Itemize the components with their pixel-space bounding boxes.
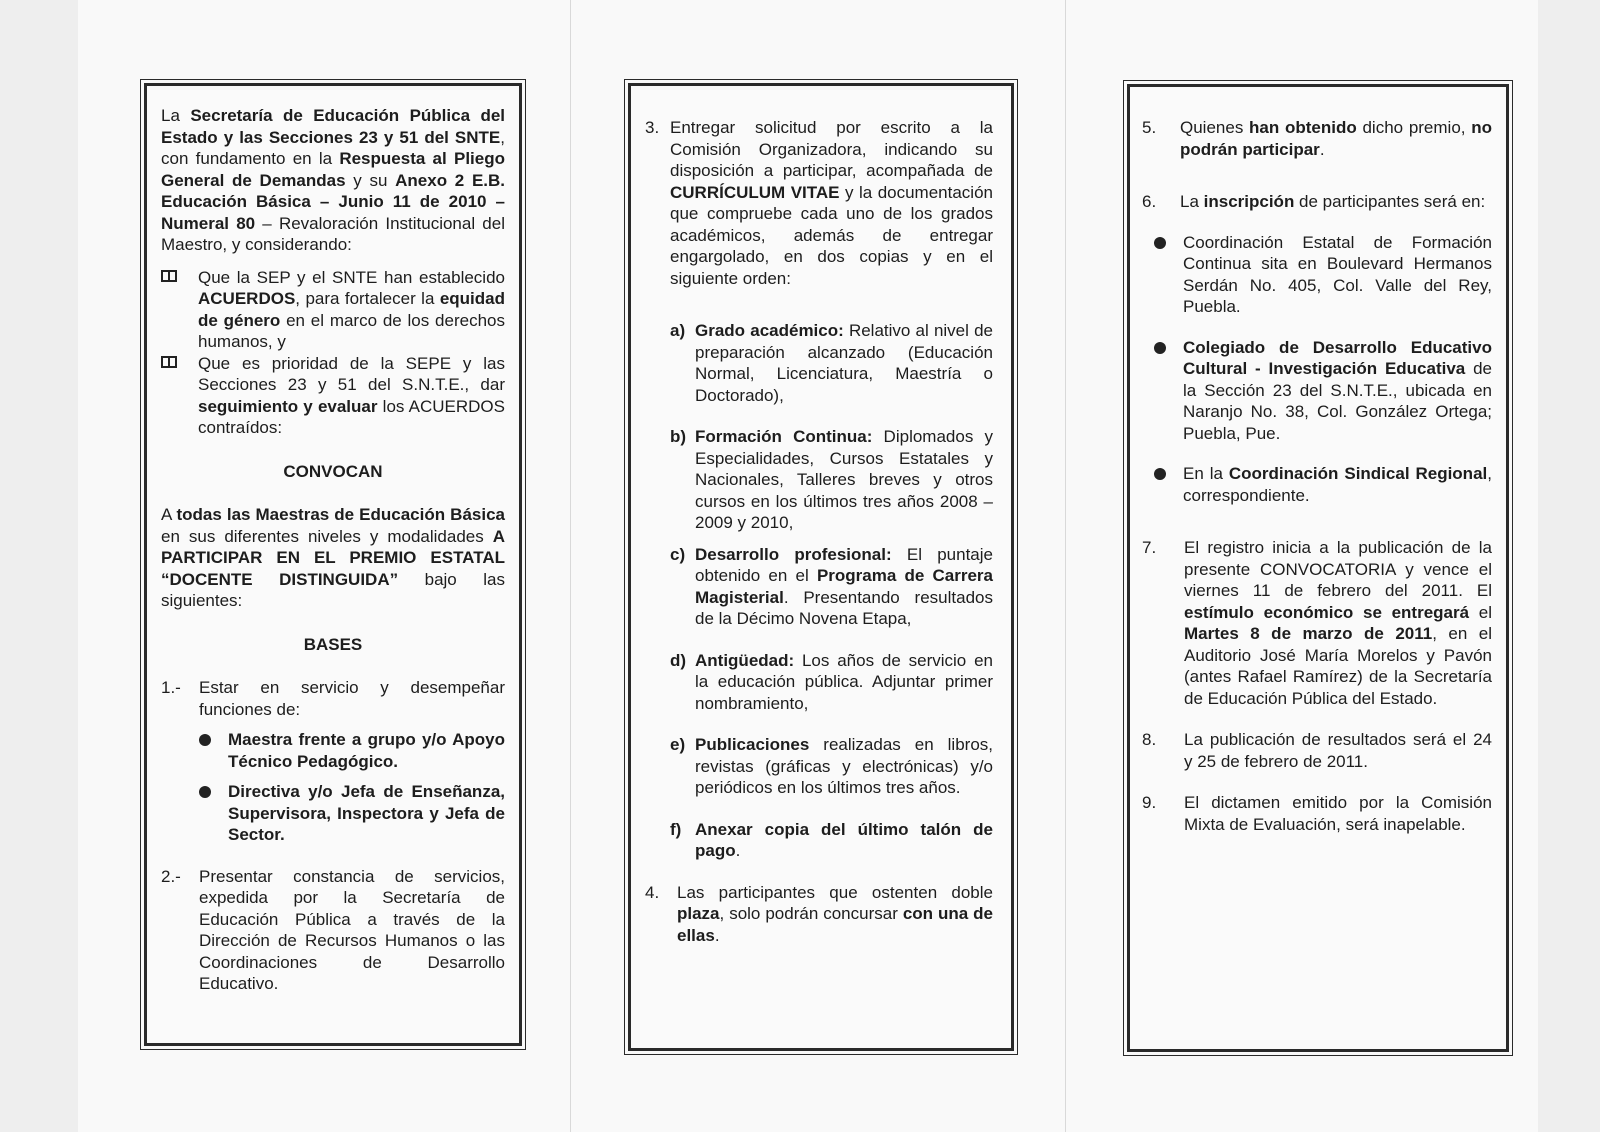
base-item-3: 3. Entregar solicitud por escrito a la Comisión Organizadora, indicando su disposición a participar, acompañada de CURRÍCULUM VITAE y la documentación que compruebe cada uno de los grados académicos, además de entregar engargolado, en dos copias y en el siguiente orden:: [645, 118, 993, 288]
requisito-b: b) Formación Continua: Diplomados y Especialidades, Cursos Estatales y Nacionales, Talleres breves y otros cursos en los últimos tres años 2008 – 2009 y 2010,: [670, 427, 993, 532]
base-item-5: 5. Quienes han obtenido dicho premio, no podrán participar.: [1142, 118, 1492, 159]
base-item-6: 6. La inscripción de participantes será en:: [1142, 192, 1486, 211]
bullet-item: Colegiado de Desarrollo Educativo Cultural - Investigación Educativa de la Sección 23 del S.N.T.E., ubicada en Naranjo No. 38, Col. González Ortega; Puebla, Pue.: [1154, 337, 1492, 445]
considerando-item: Que la SEP y el SNTE han establecido ACUERDOS, para fortalecer la equidad de género en el marco de los derechos humanos, y: [161, 267, 505, 353]
bullet-item: Coordinación Estatal de Formación Continua sita en Boulevard Hermanos Serdán No. 405, Col. Valle del Rey, Puebla.: [1154, 232, 1492, 318]
fold-line: [570, 0, 571, 1132]
base-item-4: 4. Las participantes que ostenten doble plaza, solo podrán concursar con una de ellas.: [645, 882, 993, 945]
requisito-f: f) Anexar copia del último talón de pago.: [670, 819, 993, 860]
base-item-1: 1.- Estar en servicio y desempeñar funciones de: Maestra frente a grupo y/o Apoyo Técnico Pedagógico. Directiva y/o Jefa de Enseñanza, Supervisora, Inspectora y Jefa de Sector.: [161, 678, 505, 844]
requisito-c: c) Desarrollo profesional: El puntaje obtenido en el Programa de Carrera Magisterial. Presentando resultados de la Décimo Novena Etapa,: [670, 544, 993, 628]
middle-panel: [628, 83, 1014, 1051]
requisito-e: e) Publicaciones realizadas en libros, revistas (gráficas y electrónicas) y/o periódicos en los últimos tres años.: [670, 735, 993, 797]
base-item-8: 8. La publicación de resultados será el 24 y 25 de febrero de 2011.: [1142, 730, 1492, 771]
bullet-item: Maestra frente a grupo y/o Apoyo Técnico Pedagógico.: [199, 729, 505, 772]
base-item-9: 9. El dictamen emitido por la Comisión Mixta de Evaluación, será inapelable.: [1142, 793, 1492, 834]
convocatoria-paragraph: A todas las Maestras de Educación Básica en sus diferentes niveles y modalidades A PARTICIPAR EN EL PREMIO ESTATAL “DOCENTE DISTINGUIDA” bajo las siguientes:: [161, 505, 505, 610]
base-item-2: 2.- Presentar constancia de servicios, expedida por la Secretaría de Educación Pública a través de la Dirección de Recursos Humanos o las Coordinaciones de Desarrollo Educativo.: [161, 866, 505, 993]
requisito-a: a) Grado académico: Relativo al nivel de preparación alcanzado (Educación Normal, Licenciatura, Maestría o Doctorado),: [670, 321, 993, 405]
bullet-item: Directiva y/o Jefa de Enseñanza, Supervisora, Inspectora y Jefa de Sector.: [199, 781, 505, 846]
considerando-item: Que es prioridad de la SEPE y las Secciones 23 y 51 del S.N.T.E., dar seguimiento y evaluar los ACUERDOS contraídos:: [161, 353, 505, 439]
fold-line: [1065, 0, 1066, 1132]
base-item-7: 7. El registro inicia a la publicación de la presente CONVOCATORIA y vence el viernes 11 de febrero del 2011. El estímulo económico se entregará el Martes 8 de marzo de 2011, en el Auditorio José María Morelos y Pavón (antes Rafael Ramírez) de la Secretaría de Educación Pública del Estado.: [1142, 538, 1492, 708]
requisito-d: d) Antigüedad: Los años de servicio en la educación pública. Adjuntar primer nombramiento,: [670, 650, 993, 713]
bases-heading: BASES: [303, 634, 363, 654]
intro-paragraph: La Secretaría de Educación Pública del Estado y las Secciones 23 y 51 del SNTE, con fundamento en la Respuesta al Pliego General de Demandas y su Anexo 2 E.B. Educación Básica – Junio 11 de 2010 – Numeral 80 – Revaloración Institucional del Maestro, y considerando:: [161, 106, 506, 254]
left-panel: [144, 83, 522, 1046]
bullet-item: En la Coordinación Sindical Regional, correspondiente.: [1154, 463, 1492, 506]
book-icon: [161, 356, 177, 368]
right-panel: [1127, 84, 1509, 1052]
book-icon: [161, 270, 177, 282]
convocan-heading: CONVOCAN: [283, 461, 383, 481]
